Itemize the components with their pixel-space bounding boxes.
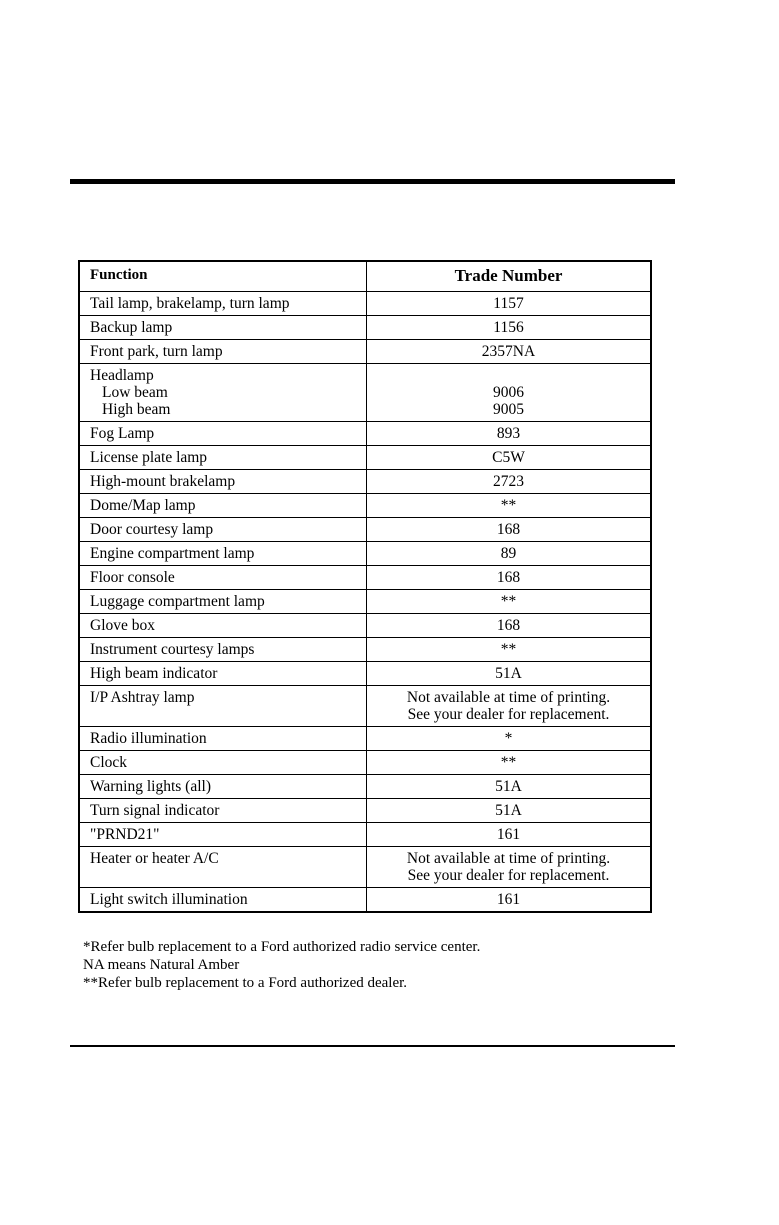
trade-number-cell: ** xyxy=(367,590,652,614)
table-row xyxy=(79,316,651,340)
table-row xyxy=(79,446,651,470)
function-cell: Tail lamp, brakelamp, turn lamp xyxy=(79,292,367,316)
trade-number-cell: 161 xyxy=(367,888,652,913)
trade-number-cell: 1157 xyxy=(367,292,652,316)
trade-number-cell: 168 xyxy=(367,518,652,542)
table-row xyxy=(79,340,651,364)
trade-number-cell: 51A xyxy=(367,662,652,686)
trade-number-cell: 893 xyxy=(367,422,652,446)
trade-number-cell: 2723 xyxy=(367,470,652,494)
table-row xyxy=(79,888,651,913)
headlamp-label: Headlamp xyxy=(90,367,154,384)
table-row xyxy=(79,542,651,566)
function-cell: Fog Lamp xyxy=(79,422,367,446)
function-cell: Heater or heater A/C xyxy=(79,847,367,888)
function-cell xyxy=(79,364,367,422)
function-cell: Clock xyxy=(79,751,367,775)
function-cell: Warning lights (all) xyxy=(79,775,367,799)
trade-note-line: See your dealer for replacement. xyxy=(407,867,610,884)
trade-note-line: See your dealer for replacement. xyxy=(407,706,610,723)
table-row xyxy=(79,847,651,888)
table-row xyxy=(79,775,651,799)
trade-number-cell: 51A xyxy=(367,775,652,799)
function-cell: Front park, turn lamp xyxy=(79,340,367,364)
function-cell: Turn signal indicator xyxy=(79,799,367,823)
trade-number-cell: 2357NA xyxy=(367,340,652,364)
function-cell: I/P Ashtray lamp xyxy=(79,686,367,727)
trade-number-cell: ** xyxy=(367,494,652,518)
table-row xyxy=(79,686,651,727)
function-cell: Backup lamp xyxy=(79,316,367,340)
table-row xyxy=(79,470,651,494)
trade-note-line: Not available at time of printing. xyxy=(406,689,611,706)
trade-number-cell xyxy=(367,686,652,727)
table-row xyxy=(79,422,651,446)
function-cell: Light switch illumination xyxy=(79,888,367,913)
trade-number-cell: 89 xyxy=(367,542,652,566)
trade-number-cell: ** xyxy=(367,751,652,775)
trade-number-cell: 1156 xyxy=(367,316,652,340)
function-cell: High beam indicator xyxy=(79,662,367,686)
footnotes xyxy=(83,938,480,992)
function-cell: "PRND21" xyxy=(79,823,367,847)
high-beam-trade-number: 9005 xyxy=(493,401,524,418)
trade-number-cell: C5W xyxy=(367,446,652,470)
function-cell: Engine compartment lamp xyxy=(79,542,367,566)
table-header-row xyxy=(79,261,651,292)
function-cell: Luggage compartment lamp xyxy=(79,590,367,614)
function-cell: Dome/Map lamp xyxy=(79,494,367,518)
table-row xyxy=(79,494,651,518)
trade-number-cell xyxy=(367,364,652,422)
top-rule xyxy=(70,179,675,184)
trade-note-line: Not available at time of printing. xyxy=(406,850,611,867)
table-row xyxy=(79,566,651,590)
table-row xyxy=(79,518,651,542)
function-cell: High-mount brakelamp xyxy=(79,470,367,494)
table-row xyxy=(79,638,651,662)
bulb-trade-number-table xyxy=(78,260,652,913)
function-cell: Door courtesy lamp xyxy=(79,518,367,542)
table-row xyxy=(79,799,651,823)
trade-number-cell: * xyxy=(367,727,652,751)
low-beam-label: Low beam xyxy=(102,384,168,401)
footnote-radio-service: *Refer bulb replacement to a Ford authorized radio service center. xyxy=(83,939,481,955)
table-row xyxy=(79,614,651,638)
table-row xyxy=(79,823,651,847)
function-cell: Floor console xyxy=(79,566,367,590)
trade-number-column-header: Trade Number xyxy=(367,261,652,292)
function-cell: Instrument courtesy lamps xyxy=(79,638,367,662)
function-column-header: Function xyxy=(79,261,367,292)
trade-number-cell: ** xyxy=(367,638,652,662)
table-row xyxy=(79,662,651,686)
trade-number-cell: 161 xyxy=(367,823,652,847)
footnote-dealer: **Refer bulb replacement to a Ford authorized dealer. xyxy=(83,975,408,991)
bottom-rule xyxy=(70,1045,675,1047)
table-row xyxy=(79,292,651,316)
table-row xyxy=(79,727,651,751)
table-row xyxy=(79,751,651,775)
trade-number-cell: 51A xyxy=(367,799,652,823)
trade-number-cell xyxy=(367,847,652,888)
table-row xyxy=(79,590,651,614)
function-cell: License plate lamp xyxy=(79,446,367,470)
trade-number-cell: 168 xyxy=(367,614,652,638)
trade-number-cell: 168 xyxy=(367,566,652,590)
footnote-natural-amber: NA means Natural Amber xyxy=(83,957,240,973)
function-cell: Radio illumination xyxy=(79,727,367,751)
low-beam-trade-number: 9006 xyxy=(493,384,524,401)
function-cell: Glove box xyxy=(79,614,367,638)
table-row-headlamp xyxy=(79,364,651,422)
high-beam-label: High beam xyxy=(102,401,171,418)
